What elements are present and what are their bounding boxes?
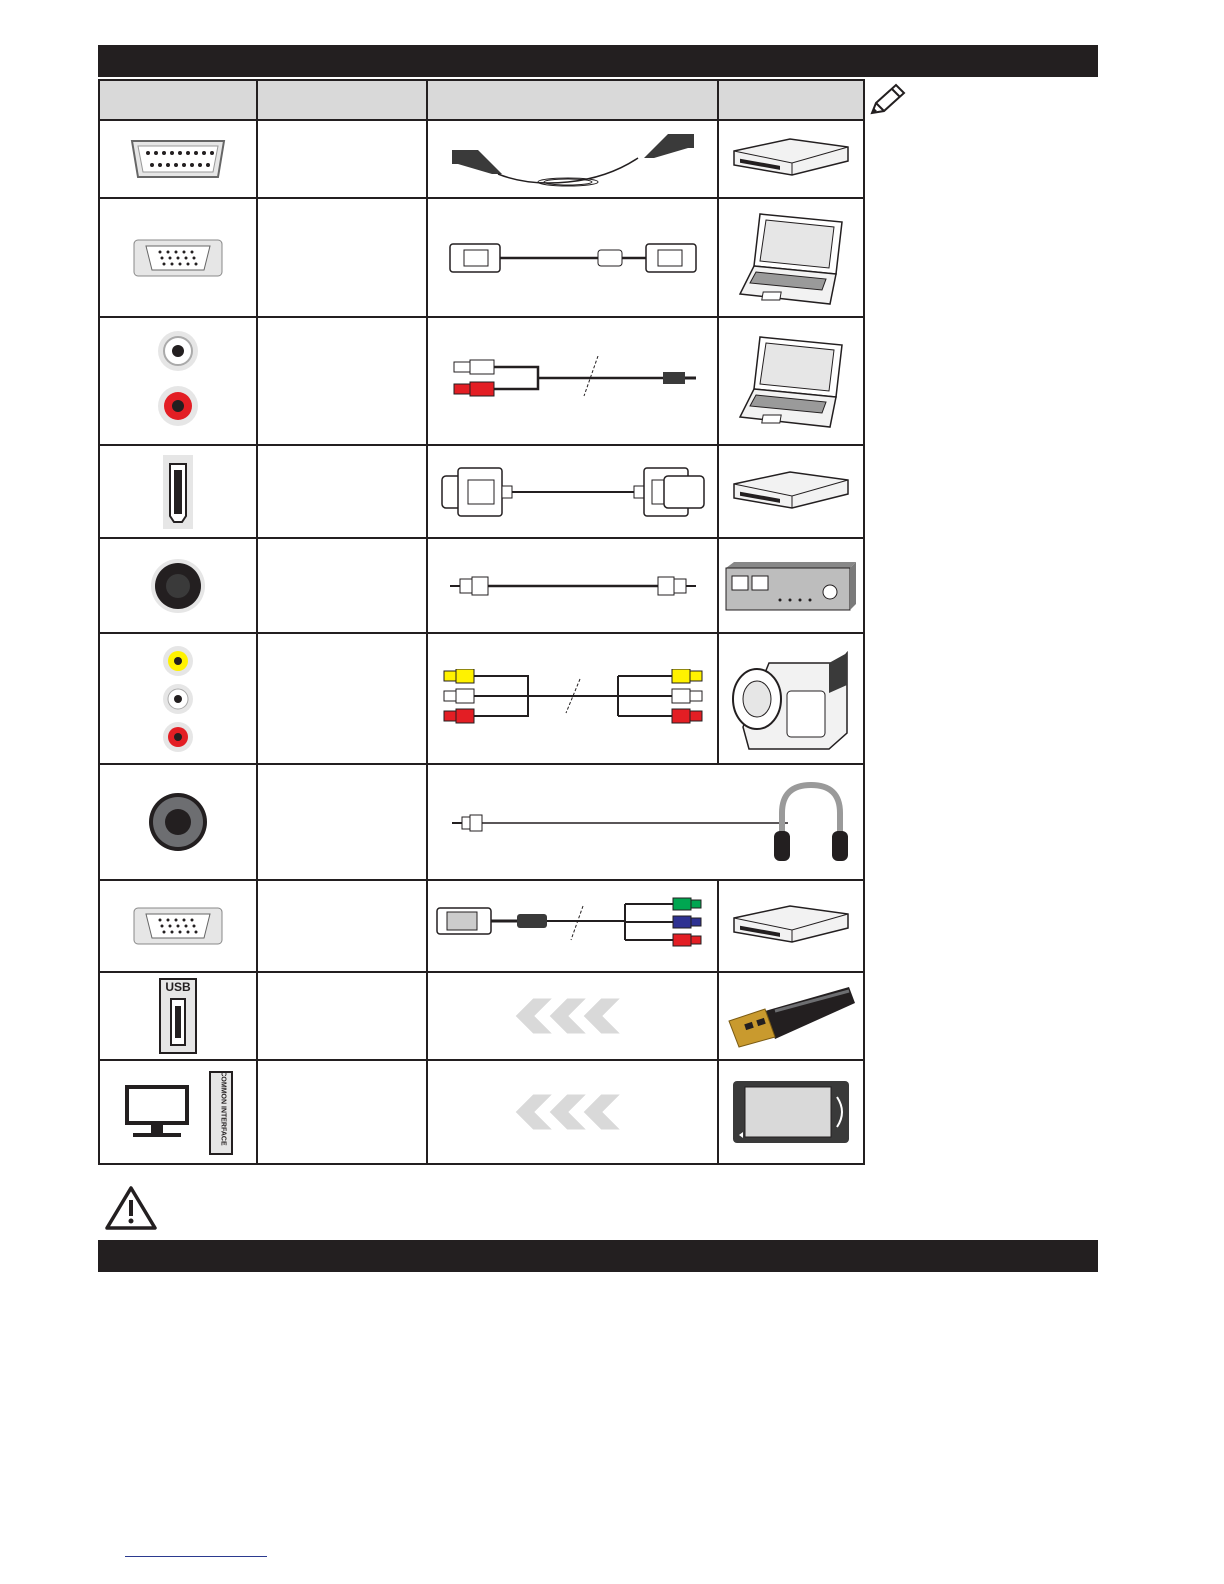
laptop-icon [718, 198, 864, 317]
coaxial-cable-icon [427, 538, 718, 633]
header-cable [427, 80, 718, 120]
pc-audio-sockets-icon [99, 317, 257, 445]
section-header-bar-top [98, 45, 1098, 77]
ci-slot-icon [99, 1060, 257, 1164]
table-row [99, 445, 864, 538]
connections-table [98, 79, 865, 1165]
usb-socket-icon [99, 972, 257, 1060]
connection-type [257, 972, 427, 1060]
connection-type [257, 1060, 427, 1164]
amplifier-icon [718, 538, 864, 633]
scart-socket-icon [99, 120, 257, 198]
hdmi-socket-icon [99, 445, 257, 538]
connection-type [257, 538, 427, 633]
table-header-row [99, 80, 864, 120]
hdmi-cable-icon [427, 445, 718, 538]
vga-socket-icon [99, 198, 257, 317]
section-header-bar-bottom [98, 1240, 1098, 1272]
spdif-socket-icon [99, 538, 257, 633]
av-cable-icon [427, 633, 718, 764]
laptop-icon [718, 317, 864, 445]
connection-type [257, 317, 427, 445]
table-row [99, 538, 864, 633]
ci-label: COMMON INTERFACE [219, 1071, 227, 1146]
set-top-box-icon [718, 445, 864, 538]
connection-type [257, 198, 427, 317]
rca-to-jack-cable-icon [427, 317, 718, 445]
connection-type [257, 764, 427, 880]
table-row [99, 633, 864, 764]
table-row [99, 972, 864, 1060]
insert-arrows-icon [427, 972, 718, 1060]
footer-link-underline[interactable] [125, 1556, 267, 1557]
table-row [99, 880, 864, 972]
ypbpr-cable-icon [427, 880, 718, 972]
table-row [99, 764, 864, 880]
table-row [99, 120, 864, 198]
headphone-cable-icon [427, 764, 864, 880]
scart-cable-icon [427, 120, 718, 198]
connection-type [257, 120, 427, 198]
header-connector [99, 80, 257, 120]
av-sockets-icon [99, 633, 257, 764]
header-type [257, 80, 427, 120]
connection-type [257, 633, 427, 764]
warning-icon [104, 1184, 158, 1232]
table-row [99, 1060, 864, 1164]
usb-stick-icon [718, 972, 864, 1060]
set-top-box-icon [718, 880, 864, 972]
set-top-box-icon [718, 120, 864, 198]
insert-arrows-icon [427, 1060, 718, 1164]
connection-type [257, 445, 427, 538]
cam-module-icon [718, 1060, 864, 1164]
pencil-note-icon [868, 83, 906, 117]
ypbpr-vga-socket-icon [99, 880, 257, 972]
table-row [99, 198, 864, 317]
vga-cable-icon [427, 198, 718, 317]
connection-type [257, 880, 427, 972]
table-row [99, 317, 864, 445]
camcorder-icon [718, 633, 864, 764]
header-device [718, 80, 864, 120]
usb-label: USB [165, 980, 191, 994]
headphone-socket-icon [99, 764, 257, 880]
